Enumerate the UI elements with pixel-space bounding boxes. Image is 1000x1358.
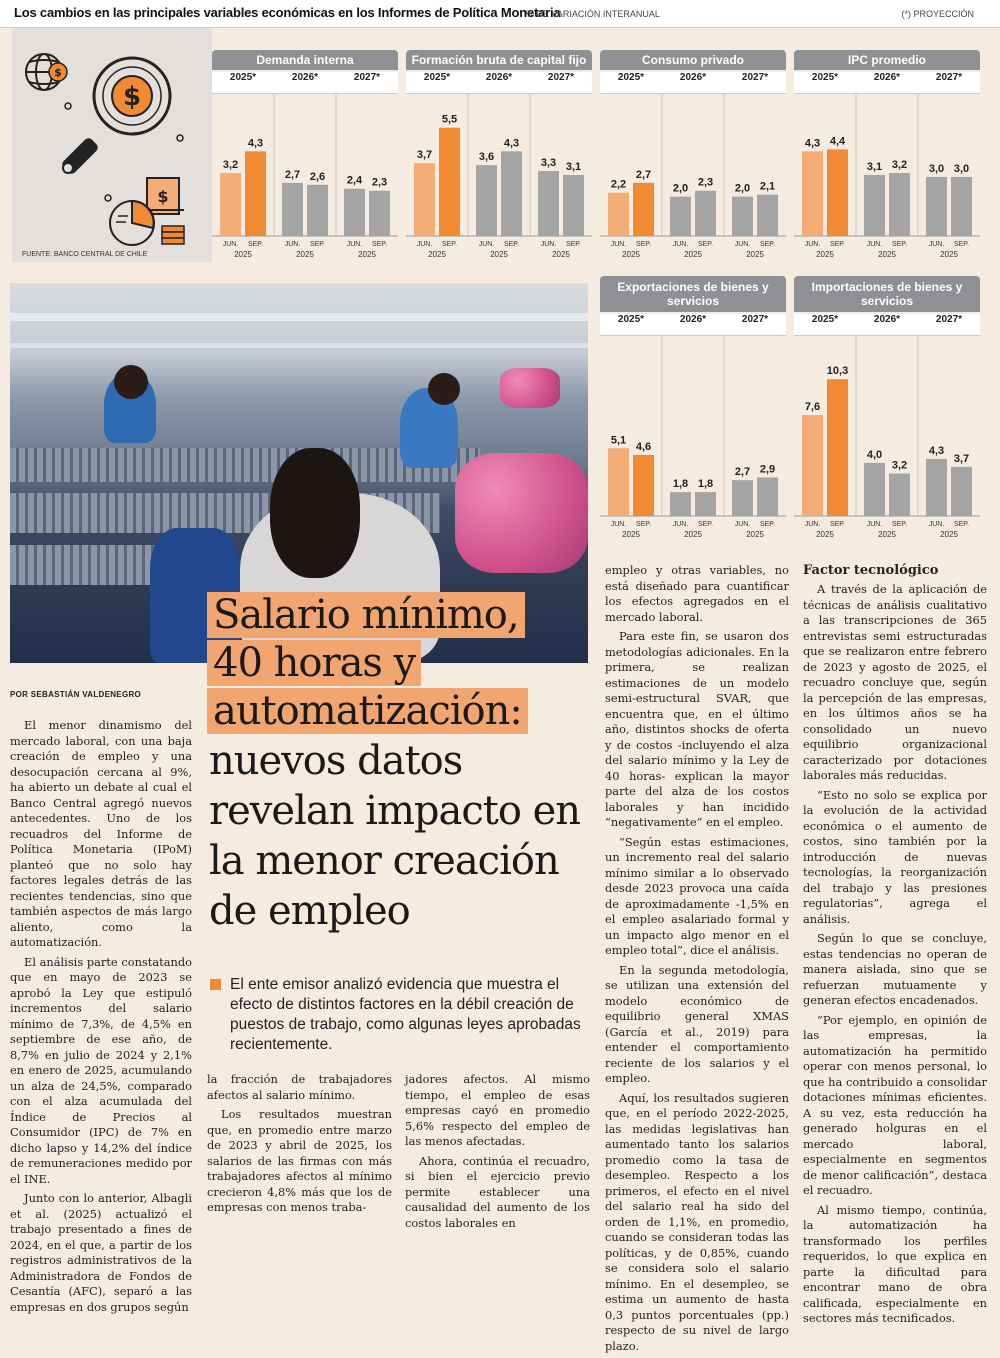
headline-highlight-line: Salario mínimo, xyxy=(207,592,525,638)
chart-year-row xyxy=(212,72,398,94)
bar-value-label: 2,4 xyxy=(346,174,363,187)
headline-line: revelan impacto en xyxy=(209,788,581,834)
tick-label: JUN. xyxy=(610,521,627,528)
source-note: FUENTE: BANCO CENTRAL DE CHILE xyxy=(22,251,148,258)
economy-illustration-icon xyxy=(12,28,212,262)
ceiling-beam xyxy=(10,313,588,321)
tick-label: JUN. xyxy=(734,241,751,248)
article-paragraph: Junto con lo anterior, Albagli et al. (2025) actualizó el trabajo presentado a fines de 2024, en el que, a partir de los registros administrativos de la Administradora de Fondos de Cesantía (AFC), separó a las empresas en dos grupos según xyxy=(10,1191,192,1314)
chart-year-row xyxy=(794,314,980,336)
bar-value-label: 2,7 xyxy=(734,466,751,479)
chart-year-row xyxy=(406,72,592,94)
tick-label: JUN. xyxy=(928,521,945,528)
bar xyxy=(307,185,328,236)
bar xyxy=(757,195,778,236)
bar xyxy=(695,191,716,236)
bar xyxy=(732,197,753,236)
chart-year-label: 2026* xyxy=(873,72,901,83)
article-paragraph: Los resultados muestran que, en promedio entre marzo de 2023 y abril de 2025, los salarios de las firmas con más trabajadores afectos al mínimo crecieron 4,8% más que los de empresas con menos traba- xyxy=(207,1107,392,1214)
tick-label: SEP. xyxy=(371,241,388,248)
article-column-5 xyxy=(803,563,987,1331)
tick-year-label: 2025 xyxy=(684,530,702,539)
lead-paragraph xyxy=(210,975,590,1055)
chart-year-label: 2027* xyxy=(741,72,769,83)
section-heading: Factor tecnológico xyxy=(803,563,939,578)
tick-label: SEP. xyxy=(247,241,264,248)
tick-label: JUN. xyxy=(416,241,433,248)
bar-value-label: 3,1 xyxy=(565,160,582,173)
headline-line: nuevos datos xyxy=(209,738,463,784)
bar xyxy=(827,379,848,516)
tick-label: SEP. xyxy=(953,241,970,248)
chart-year-label: 2027* xyxy=(741,314,769,325)
infographic-title: Los cambios en las principales variables económicas en los Informes de Política Monetaria xyxy=(14,5,561,20)
tick-label: JUN. xyxy=(610,241,627,248)
tick-label: SEP. xyxy=(829,241,846,248)
article-paragraph: En la segunda metodología, se utilizan una extensión del modelo económico de equilibrio general XMAS (García et al., 2019) para entender el comportamiento reciente de los salarios y el empleo. xyxy=(605,962,789,1085)
chart-year-label: 2025* xyxy=(811,72,839,83)
tick-year-label: 2025 xyxy=(428,250,446,259)
article-paragraph: Ahora, continúa el recuadro, si bien el ejercicio previo permite establecer una causalidad del aumento de los costos laborales en xyxy=(405,1153,590,1230)
bar-value-label: 2,7 xyxy=(635,168,652,181)
tick-label: SEP. xyxy=(565,241,582,248)
tick-label: JUN. xyxy=(734,521,751,528)
bar xyxy=(538,171,559,236)
bar-value-label: 2,3 xyxy=(697,176,714,189)
bar xyxy=(864,463,885,516)
bar xyxy=(951,467,972,516)
chart-plot xyxy=(794,336,980,546)
bar-value-label: 3,2 xyxy=(222,158,239,171)
chart-year-label: 2025* xyxy=(617,72,645,83)
bar-value-label: 3,7 xyxy=(416,149,433,162)
chart-panel xyxy=(600,276,786,546)
tick-year-label: 2025 xyxy=(622,530,640,539)
bar-value-label: 5,5 xyxy=(441,113,458,126)
chart-year-label: 2027* xyxy=(935,72,963,83)
tick-label: SEP. xyxy=(759,241,776,248)
tick-year-label: 2025 xyxy=(940,250,958,259)
bar-value-label: 2,0 xyxy=(734,182,751,195)
bar-value-label: 3,0 xyxy=(953,162,970,175)
bar xyxy=(926,177,947,236)
bar xyxy=(802,151,823,236)
bar xyxy=(501,151,522,236)
article-paragraph: “Según estas estimaciones, un incremento real del salario mínimo similar a lo observado desde 2023 provoca una caída de aproximadamente -1,5% en el empleo asalariado formal y un impacto algo menor en el empleo total”, dice el análisis. xyxy=(605,834,789,957)
headline-line: la menor creación xyxy=(209,838,559,884)
tick-label: JUN. xyxy=(866,521,883,528)
tick-label: SEP. xyxy=(441,241,458,248)
bar xyxy=(951,177,972,236)
conveyor-belt xyxy=(10,545,170,585)
svg-text:$: $ xyxy=(54,66,62,79)
tick-year-label: 2025 xyxy=(622,250,640,259)
article-paragraph: la fracción de trabajadores afectos al salario mínimo. xyxy=(207,1072,392,1102)
tick-year-label: 2025 xyxy=(816,530,834,539)
article-column-4 xyxy=(605,563,789,1358)
chart-year-label: 2025* xyxy=(811,314,839,325)
chart-year-label: 2026* xyxy=(873,314,901,325)
chart-year-row xyxy=(600,72,786,94)
bar xyxy=(344,189,365,236)
bar xyxy=(369,191,390,236)
bar xyxy=(414,163,435,236)
worker-figure xyxy=(270,448,360,578)
tick-year-label: 2025 xyxy=(878,250,896,259)
chart-year-label: 2026* xyxy=(679,72,707,83)
bar-value-label: 2,2 xyxy=(610,178,627,191)
tick-year-label: 2025 xyxy=(358,250,376,259)
article-column-2 xyxy=(207,1072,392,1220)
byline: POR SEBASTIÁN VALDENEGRO xyxy=(10,690,142,699)
bar xyxy=(695,492,716,516)
bar xyxy=(889,173,910,236)
tick-year-label: 2025 xyxy=(746,250,764,259)
tick-year-label: 2025 xyxy=(878,530,896,539)
tick-year-label: 2025 xyxy=(490,250,508,259)
chart-year-label: 2027* xyxy=(353,72,381,83)
chart-title: Importaciones de bienes y servicios xyxy=(794,276,980,312)
article-paragraph: A través de la aplicación de técnicas de análisis cualitativo a las transcripciones de 365 entrevistas semi estructuradas que se realizaron entre febrero de 2023 y agosto de 2025, el recuadro concluye que, según la percepción de las empresas, en los últimos años se ha consolidado un nuevo equilibrio organizacional caracterizado por dotaciones laborales más reducidas. xyxy=(803,582,987,782)
bar xyxy=(439,128,460,236)
lead-text: El ente emisor analizó evidencia que muestra el efecto de distintos factores en la débil creación de puestos de trabajo, como algunas leyes aprobadas recientemente. xyxy=(230,976,581,1053)
tick-label: SEP. xyxy=(891,241,908,248)
tick-label: JUN. xyxy=(284,241,301,248)
bar-value-label: 2,3 xyxy=(371,176,388,189)
bar xyxy=(282,183,303,236)
article-paragraph: Al mismo tiempo, continúa, la automatización ha transformado los perfiles requeridos, lo que explica en parte la dificultad para encontrar mano de obra calificada, especialmente en sectores más tecnificados. xyxy=(803,1202,987,1325)
bar-value-label: 4,3 xyxy=(247,137,264,150)
article-paragraph: El menor dinamismo del mercado laboral, con una baja creación de empleo y una desocupación cercana al 9%, ha abierto un debate al cual el Banco Central agregó nuevos antecedentes. Uno de los recuadros del Informe de Política Monetaria (IPoM) planteó que no solo hay factores legales detrás de las recientes tendencias, sino que también aspectos de más largo aliento, como la automatización. xyxy=(10,718,192,949)
tick-year-label: 2025 xyxy=(940,530,958,539)
bar xyxy=(220,173,241,236)
tick-year-label: 2025 xyxy=(296,250,314,259)
bar-value-label: 3,2 xyxy=(891,459,908,472)
chart-panel xyxy=(406,50,592,266)
bar-value-label: 4,3 xyxy=(928,444,945,457)
chart-year-row xyxy=(794,72,980,94)
article-column-1 xyxy=(10,718,192,1319)
projection-note: (*) PROYECCIÓN xyxy=(901,9,974,19)
chart-year-label: 2026* xyxy=(485,72,513,83)
tick-label: SEP. xyxy=(697,521,714,528)
bar-value-label: 4,4 xyxy=(829,135,846,148)
bar-value-label: 7,6 xyxy=(804,401,821,414)
bar-value-label: 2,0 xyxy=(672,182,689,195)
article-paragraph: empleo y otras variables, no está diseñado para cuantificar los efectos agregados en el mercado laboral. xyxy=(605,563,789,624)
worker-figure xyxy=(428,373,460,405)
chart-plot xyxy=(600,336,786,546)
bar xyxy=(864,175,885,236)
bar-value-label: 4,6 xyxy=(635,440,652,453)
bar-value-label: 3,2 xyxy=(891,158,908,171)
article-paragraph: Aquí, los resultados sugieren que, en el período 2022-2025, las medidas legislativas han aumentado tanto los salarios promedio como la tasa de desempleo. Respecto a los primeros, el efecto en el nivel del salario real ha sido del orden de 1,1%, en promedio, cuando se consideran todas las políticas, y de 0,85%, cuando se considera solo el salario mínimo. En el desempleo, se estima un aumento de hasta 0,3 puntos porcentuales (pp.) respecto de su nivel de largo plazo. xyxy=(605,1090,789,1353)
chart-title: Demanda interna xyxy=(212,50,398,70)
svg-text:$: $ xyxy=(122,82,142,112)
chart-year-label: 2026* xyxy=(291,72,319,83)
bar-value-label: 3,0 xyxy=(928,162,945,175)
bar-value-label: 10,3 xyxy=(826,365,849,378)
article-paragraph: “Esto no solo se explica por la evolución de la actividad económica o el aumento de costos, sino también por la introducción de nuevas tecnologías, la reorganización del trabajo y las presiones regulatorias”, agrega el análisis. xyxy=(803,787,987,926)
chart-panel xyxy=(794,50,980,266)
bar-value-label: 1,8 xyxy=(672,478,689,491)
ceiling-beam xyxy=(10,343,588,348)
tick-year-label: 2025 xyxy=(234,250,252,259)
bar-value-label: 2,9 xyxy=(759,463,776,476)
svg-text:$: $ xyxy=(157,187,169,206)
chart-panel xyxy=(212,50,398,266)
tick-year-label: 2025 xyxy=(746,530,764,539)
bar-value-label: 2,6 xyxy=(309,170,326,183)
tick-label: JUN. xyxy=(672,521,689,528)
bar xyxy=(476,165,497,236)
tick-label: JUN. xyxy=(346,241,363,248)
tick-label: SEP. xyxy=(697,241,714,248)
headline-highlight-line: 40 horas y xyxy=(207,640,421,686)
tick-label: SEP. xyxy=(635,241,652,248)
chart-year-label: 2025* xyxy=(617,314,645,325)
tick-label: JUN. xyxy=(540,241,557,248)
bar-value-label: 2,1 xyxy=(759,180,776,193)
tick-label: SEP. xyxy=(635,521,652,528)
bar xyxy=(633,183,654,236)
headline xyxy=(207,592,580,936)
bullet-square-icon xyxy=(210,979,221,990)
bar xyxy=(563,175,584,236)
article-paragraph: jadores afectos. Al mismo tiempo, el empleo de esas empresas cayó en promedio 5,6% respecto del empleo de las menos afectadas. xyxy=(405,1072,590,1148)
bar-value-label: 4,3 xyxy=(503,137,520,150)
bar xyxy=(608,193,629,236)
chart-year-label: 2027* xyxy=(935,314,963,325)
tick-label: SEP. xyxy=(953,521,970,528)
tick-label: SEP. xyxy=(503,241,520,248)
bar-value-label: 4,0 xyxy=(866,448,883,461)
tick-label: JUN. xyxy=(866,241,883,248)
chart-plot xyxy=(212,94,398,266)
article-paragraph: Según lo que se concluye, estas tendencias no operan de manera aislada, sino que se refuerzan mutuamente y generan efectos encadenados. xyxy=(803,931,987,1007)
bar xyxy=(608,448,629,516)
chart-year-label: 2025* xyxy=(229,72,257,83)
tick-label: JUN. xyxy=(478,241,495,248)
chart-year-label: 2027* xyxy=(547,72,575,83)
pink-garment xyxy=(455,453,588,573)
chart-title: Exportaciones de bienes y servicios xyxy=(600,276,786,312)
chart-plot xyxy=(794,94,980,266)
tick-label: JUN. xyxy=(672,241,689,248)
chart-panel xyxy=(794,276,980,546)
pink-garment xyxy=(500,368,560,408)
worker-figure xyxy=(114,365,148,399)
bar-value-label: 3,3 xyxy=(540,157,557,170)
tick-label: JUN. xyxy=(928,241,945,248)
chart-panel xyxy=(600,50,786,266)
chart-title: Consumo privado xyxy=(600,50,786,70)
chart-plot xyxy=(406,94,592,266)
bar xyxy=(670,197,691,236)
chart-plot xyxy=(600,94,786,266)
chart-year-label: 2025* xyxy=(423,72,451,83)
bar xyxy=(926,459,947,516)
infographic-subtitle: % DE VARIACIÓN INTERANUAL xyxy=(526,9,660,19)
tick-label: JUN. xyxy=(804,241,821,248)
article-paragraph: Para este fin, se usaron dos metodologías adicionales. En la primera, se realizan estimaciones de un modelo semi-estructural SVAR, que encuentra que, en el último año, distintos shocks de oferta y de costos -incluyendo el alza del salario mínimo y la Ley de 40 horas- explican la mayor parte del alza de los costos laborales y han incidido “negativamente” en el empleo. xyxy=(605,629,789,829)
article-paragraph: “Por ejemplo, en opinión de las empresas, la automatización ha permitido operar con menos personal, lo que ha contribuido a consolidar dotaciones mínimas eficientes. A su vez, esta reducción ha generado holguras en el mercado laboral, especialmente en segmentos de menor calificación”, destaca el recuadro. xyxy=(803,1012,987,1197)
bar-value-label: 3,6 xyxy=(478,151,495,164)
tick-label: JUN. xyxy=(804,521,821,528)
tick-label: JUN. xyxy=(222,241,239,248)
tick-label: SEP. xyxy=(309,241,326,248)
infographic-header xyxy=(0,0,1000,28)
bar-value-label: 5,1 xyxy=(610,434,627,447)
bar xyxy=(633,455,654,516)
headline-highlight-line: automatización: xyxy=(207,688,528,734)
bar-value-label: 4,3 xyxy=(804,137,821,150)
tick-label: SEP. xyxy=(759,521,776,528)
article-paragraph: El análisis parte constatando que en mayo de 2023 se aprobó la Ley que estipuló incrementos del salario mínimo de 7,3%, de 4,5% en septiembre de ese año, de 8,7% en julio de 2024 y 2,1% en enero de 2025, acumulando un alza de 24,5%, comparado con el alza acumulada del Índice de Precios al Consumidor (IPC) de 7% en dicho lapso y 14,2% del índice de remuneraciones medido por el INE. xyxy=(10,954,192,1186)
bar-value-label: 1,8 xyxy=(697,478,714,491)
bar xyxy=(757,477,778,516)
bar xyxy=(802,415,823,516)
headline-line: de empleo xyxy=(209,888,410,934)
bar xyxy=(732,480,753,516)
tick-year-label: 2025 xyxy=(552,250,570,259)
bar-value-label: 2,7 xyxy=(284,168,301,181)
tick-year-label: 2025 xyxy=(816,250,834,259)
bar-value-label: 3,7 xyxy=(953,452,970,465)
chart-title: Formación bruta de capital fijo xyxy=(406,50,592,70)
bar xyxy=(670,492,691,516)
bar xyxy=(245,151,266,236)
tick-label: SEP. xyxy=(829,521,846,528)
bar xyxy=(889,474,910,516)
tick-label: SEP. xyxy=(891,521,908,528)
chart-year-row xyxy=(600,314,786,336)
article-column-3 xyxy=(405,1072,590,1235)
tick-year-label: 2025 xyxy=(684,250,702,259)
icon-panel xyxy=(12,28,212,262)
chart-title: IPC promedio xyxy=(794,50,980,70)
chart-year-label: 2026* xyxy=(679,314,707,325)
bar-value-label: 3,1 xyxy=(866,160,883,173)
bar xyxy=(827,149,848,236)
